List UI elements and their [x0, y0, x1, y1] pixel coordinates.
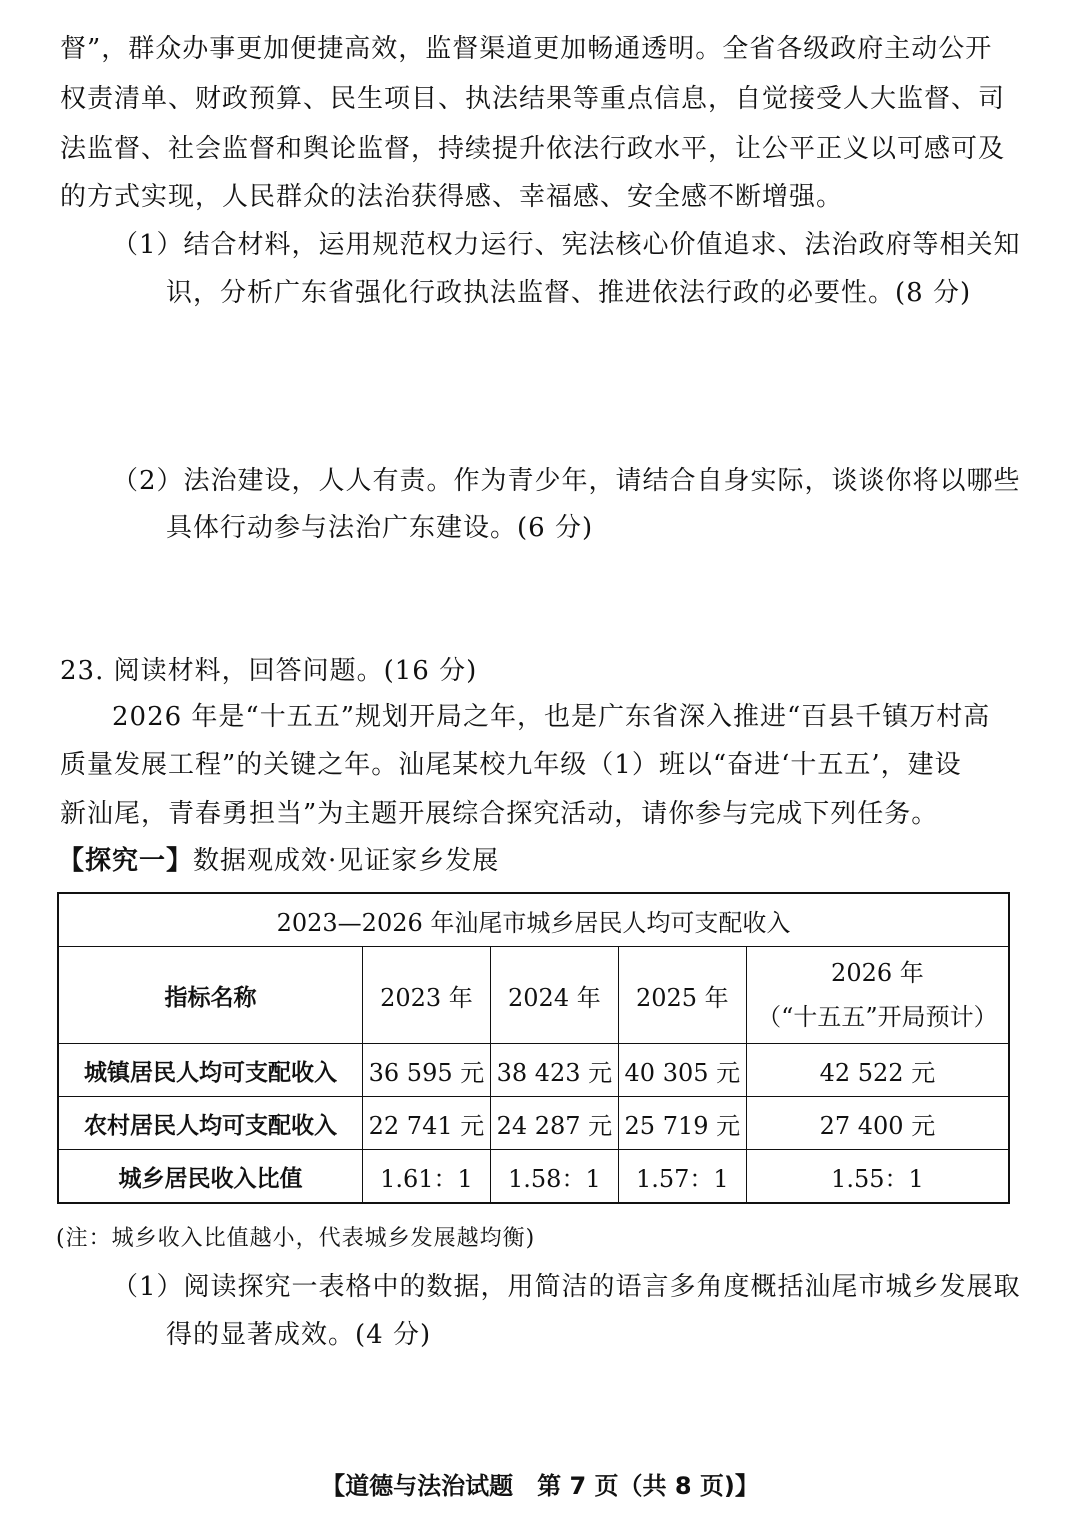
table-row: [58, 1150, 1009, 1204]
material-line: 法监督、社会监督和舆论监督，持续提升依法行政水平，让公平正义以可感可及: [60, 134, 1006, 164]
question-22-1-cont: 识，分析广东省强化行政执法监督、推进依法行政的必要性。(8 分): [166, 278, 972, 308]
cell: 1.61：1: [362, 1150, 490, 1204]
header-year-2026-label: 2026 年: [831, 959, 924, 987]
material-line: 权责清单、财政预算、民生项目、执法结果等重点信息，自觉接受人大监督、司: [60, 84, 1006, 114]
cell: 25 719 元: [618, 1097, 746, 1150]
cell: 27 400 元: [746, 1097, 1009, 1150]
cell: 1.57：1: [618, 1150, 746, 1204]
cell: 42 522 元: [746, 1044, 1009, 1097]
header-year-2026: [746, 947, 1009, 1044]
cell: 40 305 元: [618, 1044, 746, 1097]
cell: 1.58：1: [490, 1150, 618, 1204]
cell: 38 423 元: [490, 1044, 618, 1097]
table-title: 2023—2026 年汕尾市城乡居民人均可支配收入: [58, 893, 1009, 947]
cell: 24 287 元: [490, 1097, 618, 1150]
cell: 1.55：1: [746, 1150, 1009, 1204]
table-note: (注：城乡收入比值越小，代表城乡发展越均衡): [56, 1226, 536, 1251]
q23-material-line: 质量发展工程”的关键之年。汕尾某校九年级（1）班以“奋进‘十五五’，建设: [60, 750, 962, 780]
question-23-1-cont: 得的显著成效。(4 分): [166, 1320, 432, 1350]
cell: 36 595 元: [362, 1044, 490, 1097]
table-row: [58, 1044, 1009, 1097]
page-footer: 【道德与法治试题 第 7 页（共 8 页)】: [321, 1472, 759, 1500]
header-year-2026-note: （“十五五”开局预计）: [757, 1003, 998, 1031]
row-name: 农村居民人均可支配收入: [58, 1097, 362, 1150]
table-title-row: [58, 893, 1009, 947]
header-year: 2023 年: [362, 947, 490, 1044]
table-header-row: [58, 947, 1009, 1044]
question-22-2-cont: 具体行动参与法治广东建设。(6 分): [166, 513, 594, 543]
income-table: [57, 892, 1010, 1204]
question-23-1: （1）阅读探究一表格中的数据，用简洁的语言多角度概括汕尾市城乡发展取: [112, 1272, 1021, 1302]
question-22-2: （2）法治建设，人人有责。作为青少年，请结合自身实际，谈谈你将以哪些: [112, 466, 1021, 496]
explore1-heading: [58, 844, 499, 878]
explore1-title: 数据观成效·见证家乡发展: [193, 846, 500, 876]
explore1-label: 【探究一】: [58, 846, 194, 876]
q23-material-line: 新汕尾，青春勇担当”为主题开展综合探究活动，请你参与完成下列任务。: [60, 799, 939, 829]
table-row: [58, 1097, 1009, 1150]
header-indicator: 指标名称: [58, 947, 362, 1044]
row-name: 城乡居民收入比值: [58, 1150, 362, 1204]
material-line: 的方式实现，人民群众的法治获得感、幸福感、安全感不断增强。: [60, 182, 844, 212]
header-year: 2024 年: [490, 947, 618, 1044]
cell: 22 741 元: [362, 1097, 490, 1150]
material-line: 督”，群众办事更加便捷高效，监督渠道更加畅通透明。全省各级政府主动公开: [60, 34, 993, 64]
header-year: 2025 年: [618, 947, 746, 1044]
question-23-header: 23. 阅读材料，回答问题。(16 分): [60, 656, 478, 686]
row-name: 城镇居民人均可支配收入: [58, 1044, 362, 1097]
q23-material-line: 2026 年是“十五五”规划开局之年，也是广东省深入推进“百县千镇万村高: [112, 702, 991, 732]
question-22-1: （1）结合材料，运用规范权力运行、宪法核心价值追求、法治政府等相关知: [112, 230, 1021, 260]
